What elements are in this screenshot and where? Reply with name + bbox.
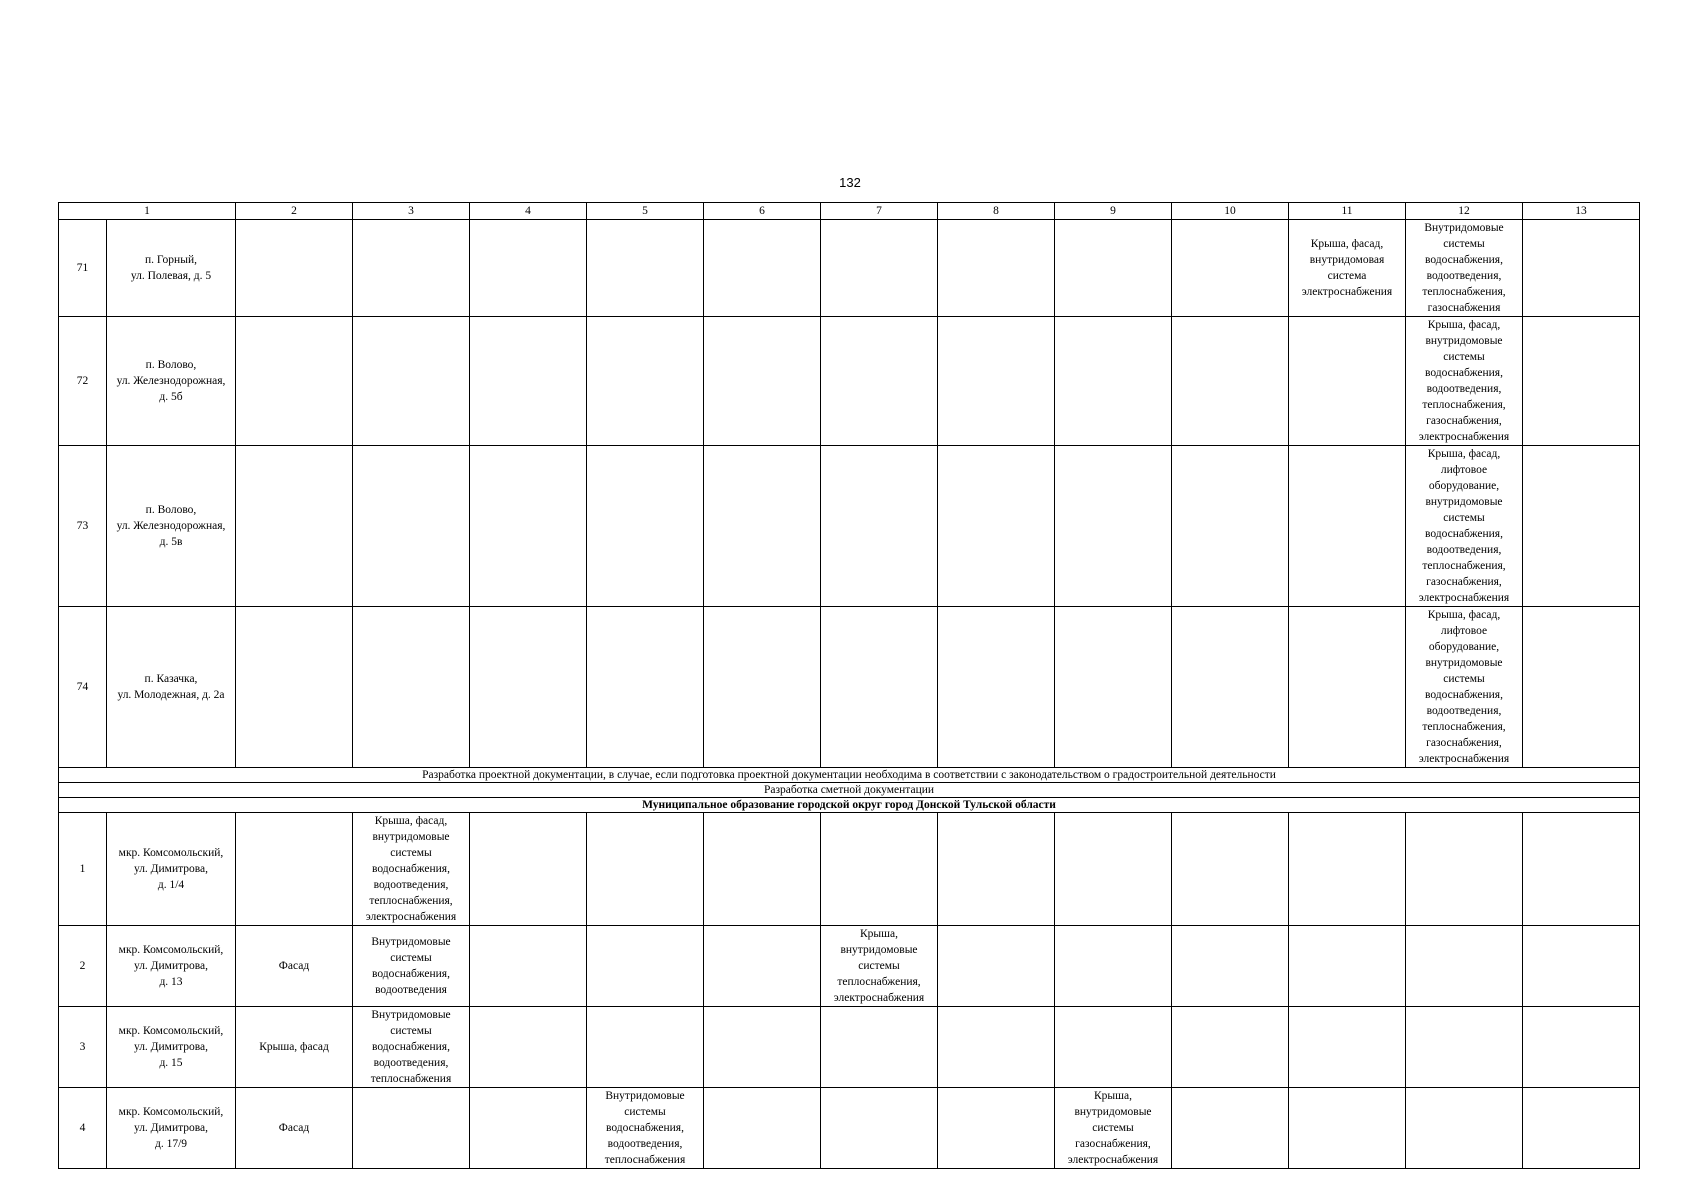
address-cell: мкр. Комсомольский, ул. Димитрова, д. 15	[107, 1007, 236, 1088]
cell-c7	[821, 220, 938, 317]
row-number: 3	[59, 1007, 107, 1088]
address-cell: п. Волово, ул. Железнодорожная, д. 5в	[107, 446, 236, 607]
cell-c10	[1172, 1007, 1289, 1088]
column-header-5: 5	[587, 203, 704, 220]
table-row	[59, 317, 1640, 446]
table-row	[59, 220, 1640, 317]
cell-c9	[1055, 813, 1172, 926]
cell-c3	[353, 220, 470, 317]
cell-c5	[587, 317, 704, 446]
cell-c6	[704, 1007, 821, 1088]
address-cell: п. Горный, ул. Полевая, д. 5	[107, 220, 236, 317]
address-cell: п. Казачка, ул. Молодежная, д. 2а	[107, 607, 236, 768]
column-header-2: 2	[236, 203, 353, 220]
cell-c8	[938, 220, 1055, 317]
cell-c12	[1406, 1088, 1523, 1169]
section-caption: Разработка проектной документации, в случае, если подготовка проектной документации необходима в соответствии с законодательством о градостроительной деятельности	[59, 768, 1640, 783]
column-header-4: 4	[470, 203, 587, 220]
cell-c10	[1172, 607, 1289, 768]
cell-c5	[587, 1007, 704, 1088]
cell-c5	[587, 926, 704, 1007]
cell-c13	[1523, 317, 1640, 446]
cell-c4	[470, 926, 587, 1007]
column-header-11: 11	[1289, 203, 1406, 220]
cell-c5	[587, 220, 704, 317]
column-header-6: 6	[704, 203, 821, 220]
cell-c9	[1055, 926, 1172, 1007]
row-number: 72	[59, 317, 107, 446]
cell-c3	[353, 607, 470, 768]
cell-c6	[704, 813, 821, 926]
cell-c10	[1172, 926, 1289, 1007]
cell-c4	[470, 220, 587, 317]
table-row	[59, 446, 1640, 607]
column-header-8: 8	[938, 203, 1055, 220]
cell-c12	[1406, 1007, 1523, 1088]
cell-c7	[821, 1088, 938, 1169]
cell-c6	[704, 446, 821, 607]
cell-c4	[470, 813, 587, 926]
section-row	[59, 783, 1640, 798]
table-row	[59, 813, 1640, 926]
row-number: 1	[59, 813, 107, 926]
cell-c7	[821, 607, 938, 768]
repair-schedule-table	[58, 202, 1640, 1169]
cell-c8	[938, 926, 1055, 1007]
cell-c13	[1523, 446, 1640, 607]
cell-c8	[938, 813, 1055, 926]
cell-c4	[470, 1088, 587, 1169]
cell-c6	[704, 607, 821, 768]
table-row	[59, 607, 1640, 768]
row-number: 71	[59, 220, 107, 317]
table-body	[59, 203, 1640, 1169]
section-caption: Разработка сметной документации	[59, 783, 1640, 798]
cell-c11	[1289, 1007, 1406, 1088]
cell-c11	[1289, 446, 1406, 607]
row-number: 2	[59, 926, 107, 1007]
cell-c10	[1172, 813, 1289, 926]
cell-c4	[470, 446, 587, 607]
row-number: 4	[59, 1088, 107, 1169]
cell-c3	[353, 317, 470, 446]
address-cell: мкр. Комсомольский, ул. Димитрова, д. 1/4	[107, 813, 236, 926]
column-header-13: 13	[1523, 203, 1640, 220]
cell-c12	[1406, 926, 1523, 1007]
cell-c11	[1289, 317, 1406, 446]
cell-c12: Крыша, фасад, лифтовое оборудование, внутридомовые системы водоснабжения, водоотведения, теплоснабжения, газоснабжения, электроснабжения	[1406, 446, 1523, 607]
cell-c10	[1172, 220, 1289, 317]
cell-c5: Внутридомовые системы водоснабжения, водоотведения, теплоснабжения	[587, 1088, 704, 1169]
cell-c10	[1172, 446, 1289, 607]
cell-c13	[1523, 220, 1640, 317]
column-header-10: 10	[1172, 203, 1289, 220]
cell-c3: Крыша, фасад, внутридомовые системы водоснабжения, водоотведения, теплоснабжения, электроснабжения	[353, 813, 470, 926]
cell-c12	[1406, 813, 1523, 926]
cell-c11: Крыша, фасад, внутридомовая система электроснабжения	[1289, 220, 1406, 317]
address-cell: мкр. Комсомольский, ул. Димитрова, д. 13	[107, 926, 236, 1007]
cell-c13	[1523, 607, 1640, 768]
cell-c2	[236, 317, 353, 446]
cell-c3: Внутридомовые системы водоснабжения, водоотведения	[353, 926, 470, 1007]
cell-c5	[587, 607, 704, 768]
cell-c9: Крыша, внутридомовые системы газоснабжения, электроснабжения	[1055, 1088, 1172, 1169]
table-row	[59, 1007, 1640, 1088]
page-number: 132	[839, 175, 861, 190]
cell-c6	[704, 1088, 821, 1169]
cell-c13	[1523, 813, 1640, 926]
table-row	[59, 1088, 1640, 1169]
row-number: 74	[59, 607, 107, 768]
column-header-12: 12	[1406, 203, 1523, 220]
cell-c8	[938, 1007, 1055, 1088]
cell-c5	[587, 813, 704, 926]
cell-c12: Крыша, фасад, лифтовое оборудование, внутридомовые системы водоснабжения, водоотведения, теплоснабжения, газоснабжения, электроснабжения	[1406, 607, 1523, 768]
cell-c6	[704, 926, 821, 1007]
cell-c2	[236, 220, 353, 317]
cell-c2: Фасад	[236, 1088, 353, 1169]
table-row	[59, 926, 1640, 1007]
cell-c13	[1523, 1088, 1640, 1169]
cell-c3	[353, 446, 470, 607]
cell-c9	[1055, 607, 1172, 768]
cell-c13	[1523, 1007, 1640, 1088]
cell-c9	[1055, 317, 1172, 446]
cell-c8	[938, 607, 1055, 768]
cell-c2: Крыша, фасад	[236, 1007, 353, 1088]
cell-c8	[938, 446, 1055, 607]
cell-c12: Внутридомовые системы водоснабжения, водоотведения, теплоснабжения, газоснабжения	[1406, 220, 1523, 317]
cell-c7	[821, 813, 938, 926]
column-header-1: 1	[59, 203, 236, 220]
cell-c2	[236, 446, 353, 607]
cell-c11	[1289, 926, 1406, 1007]
cell-c13	[1523, 926, 1640, 1007]
cell-c9	[1055, 446, 1172, 607]
cell-c7: Крыша, внутридомовые системы теплоснабжения, электроснабжения	[821, 926, 938, 1007]
cell-c6	[704, 220, 821, 317]
cell-c4	[470, 1007, 587, 1088]
cell-c12: Крыша, фасад, внутридомовые системы водоснабжения, водоотведения, теплоснабжения, газоснабжения, электроснабжения	[1406, 317, 1523, 446]
column-header-row	[59, 203, 1640, 220]
cell-c8	[938, 317, 1055, 446]
section-title: Муниципальное образование городской округ город Донской Тульской области	[59, 798, 1640, 813]
address-cell: мкр. Комсомольский, ул. Димитрова, д. 17/9	[107, 1088, 236, 1169]
cell-c9	[1055, 1007, 1172, 1088]
column-header-7: 7	[821, 203, 938, 220]
cell-c10	[1172, 317, 1289, 446]
row-number: 73	[59, 446, 107, 607]
cell-c5	[587, 446, 704, 607]
cell-c2	[236, 607, 353, 768]
cell-c2: Фасад	[236, 926, 353, 1007]
cell-c9	[1055, 220, 1172, 317]
cell-c8	[938, 1088, 1055, 1169]
cell-c3	[353, 1088, 470, 1169]
cell-c4	[470, 317, 587, 446]
section-row	[59, 798, 1640, 813]
cell-c7	[821, 446, 938, 607]
section-row	[59, 768, 1640, 783]
cell-c6	[704, 317, 821, 446]
column-header-3: 3	[353, 203, 470, 220]
cell-c11	[1289, 607, 1406, 768]
cell-c3: Внутридомовые системы водоснабжения, водоотведения, теплоснабжения	[353, 1007, 470, 1088]
cell-c10	[1172, 1088, 1289, 1169]
cell-c11	[1289, 813, 1406, 926]
address-cell: п. Волово, ул. Железнодорожная, д. 5б	[107, 317, 236, 446]
cell-c4	[470, 607, 587, 768]
cell-c11	[1289, 1088, 1406, 1169]
cell-c2	[236, 813, 353, 926]
cell-c7	[821, 1007, 938, 1088]
column-header-9: 9	[1055, 203, 1172, 220]
cell-c7	[821, 317, 938, 446]
